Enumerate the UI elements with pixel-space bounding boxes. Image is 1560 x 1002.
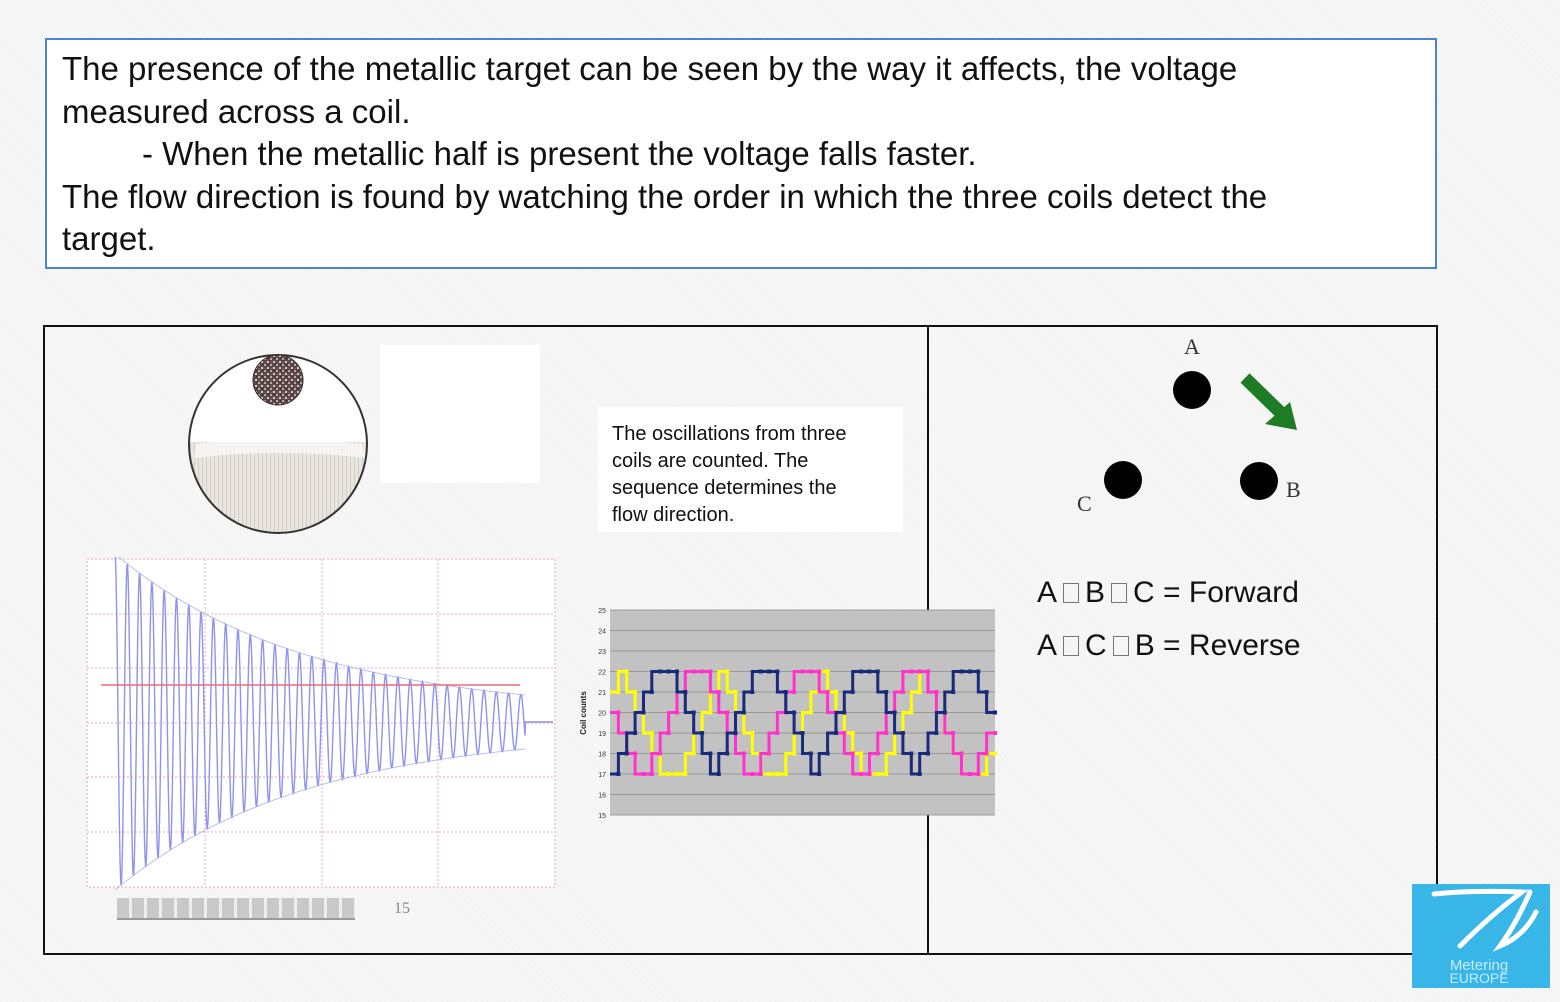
counts-point (775, 670, 779, 674)
counts-point (909, 752, 913, 756)
counts-point (700, 731, 704, 735)
coil-position-diagram (1060, 330, 1320, 520)
counts-point (784, 690, 788, 694)
counts-point (650, 772, 654, 776)
counts-tick-label: 19 (598, 731, 606, 738)
reverse-rule (1037, 629, 1301, 663)
counts-point (976, 772, 980, 776)
rule-forward-result: = Forward (1163, 576, 1299, 609)
counts-point (734, 690, 738, 694)
counts-point (625, 670, 629, 674)
counts-point (708, 711, 712, 715)
intro-line: measured across a coil. (62, 92, 411, 130)
counts-point (926, 752, 930, 756)
counts-point (817, 772, 821, 776)
counts-point (708, 752, 712, 756)
counts-point (884, 690, 888, 694)
counts-point (934, 690, 938, 694)
counts-point (842, 711, 846, 715)
counts-point (842, 731, 846, 735)
counts-point (633, 752, 637, 756)
counts-y-axis-label: Coil counts (579, 691, 588, 735)
counts-tick-label: 21 (598, 690, 606, 697)
counts-point (876, 752, 880, 756)
rule-reverse-result: = Reverse (1163, 629, 1301, 662)
forward-rule (1037, 576, 1299, 610)
counts-point (616, 711, 620, 715)
counts-point (951, 690, 955, 694)
counts-point (851, 690, 855, 694)
counts-point (985, 772, 989, 776)
missing-glyph-icon (1111, 583, 1127, 603)
intro-line: target. (62, 220, 156, 257)
counts-tick-label: 20 (598, 710, 606, 718)
counts-point (809, 670, 813, 674)
counts-point (750, 690, 754, 694)
counts-point (767, 772, 771, 776)
counts-tick-label: 23 (598, 649, 606, 656)
counts-point (868, 670, 872, 674)
counts-point (934, 731, 938, 735)
missing-glyph-icon (1063, 583, 1079, 603)
rule-forward-second: B (1085, 576, 1106, 609)
coil-c (1104, 461, 1142, 499)
counts-point (675, 772, 679, 776)
counts-point (909, 711, 913, 715)
counts-point (683, 772, 687, 776)
logo-line2: EUROPE (1449, 970, 1509, 986)
counts-tick-label: 24 (598, 628, 606, 636)
coil-label-c: C (1077, 491, 1092, 516)
counts-point (742, 711, 746, 715)
counts-point (817, 670, 821, 674)
counts-point (775, 731, 779, 735)
counts-tick-labels (598, 608, 606, 820)
counts-point (658, 670, 662, 674)
counts-point (675, 670, 679, 674)
rule-reverse-second: C (1085, 629, 1107, 662)
counts-point (876, 670, 880, 674)
counts-point (801, 731, 805, 735)
missing-glyph-icon (1063, 636, 1079, 656)
counts-point (993, 711, 997, 715)
rule-reverse-third: B (1134, 629, 1155, 662)
counts-point (893, 752, 897, 756)
counts-point (876, 772, 880, 776)
counts-point (960, 752, 964, 756)
counts-point (809, 752, 813, 756)
coil-counting-caption (598, 407, 903, 532)
counts-point (993, 731, 997, 735)
counts-point (851, 752, 855, 756)
counts-tick-label: 17 (598, 772, 606, 779)
coil-counts-chart (575, 600, 1000, 822)
counts-point (826, 690, 830, 694)
coil-b (1240, 462, 1278, 500)
counts-point (642, 772, 646, 776)
counts-point (859, 772, 863, 776)
counts-point (667, 731, 671, 735)
intro-text-box (45, 38, 1437, 269)
metering-europe-logo (1412, 884, 1550, 988)
counts-point (667, 670, 671, 674)
counts-point (675, 711, 679, 715)
counts-point (792, 711, 796, 715)
counts-point (717, 690, 721, 694)
counts-point (792, 690, 796, 694)
counts-point (960, 670, 964, 674)
logo-line1: Metering (1449, 957, 1509, 974)
rule-reverse-first: A (1037, 629, 1058, 662)
counts-point (775, 772, 779, 776)
rule-forward-third: C (1133, 576, 1155, 609)
counts-point (750, 772, 754, 776)
counts-point (616, 772, 620, 776)
counts-tick-label: 16 (598, 792, 606, 800)
counts-point (692, 752, 696, 756)
intro-line: The flow direction is found by watching the order in which the three coils detect the (62, 177, 1268, 215)
counts-point (725, 752, 729, 756)
counts-tick-label: 18 (598, 751, 606, 759)
counts-point (893, 711, 897, 715)
counts-point (859, 752, 863, 756)
counts-point (884, 772, 888, 776)
counts-point (792, 752, 796, 756)
counts-point (868, 772, 872, 776)
counts-point (725, 711, 729, 715)
counts-point (826, 670, 830, 674)
counts-point (700, 670, 704, 674)
counts-point (834, 731, 838, 735)
counts-point (633, 690, 637, 694)
counts-point (918, 670, 922, 674)
counts-tick-label: 25 (598, 608, 606, 615)
coil-a (1173, 371, 1211, 409)
counts-point (985, 752, 989, 756)
counts-point (633, 731, 637, 735)
counts-point (616, 690, 620, 694)
counts-point (750, 731, 754, 735)
counts-point (901, 731, 905, 735)
counts-point (642, 711, 646, 715)
counts-point (884, 731, 888, 735)
counts-point (717, 772, 721, 776)
time-scale-label: 15 (394, 900, 410, 917)
counts-point (918, 772, 922, 776)
counts-point (918, 690, 922, 694)
counts-point (658, 752, 662, 756)
counts-point (650, 690, 654, 694)
time-scale-bar (117, 898, 355, 920)
counts-point (742, 752, 746, 756)
missing-glyph-icon (1113, 636, 1129, 656)
counts-point (767, 752, 771, 756)
counts-point (851, 731, 855, 735)
counts-point (650, 731, 654, 735)
counts-point (734, 731, 738, 735)
counts-tick-label: 15 (598, 813, 606, 820)
counts-point (985, 690, 989, 694)
counts-point (926, 670, 930, 674)
coil-label-a: A (1184, 334, 1200, 359)
caption-line: sequence determines the (612, 477, 837, 499)
counts-point (692, 711, 696, 715)
counts-point (801, 670, 805, 674)
counts-point (809, 711, 813, 715)
caption-line: flow direction. (612, 504, 735, 526)
counts-point (909, 670, 913, 674)
counts-point (683, 690, 687, 694)
intro-line: The presence of the metallic target can be seen by the way it affects, the voltage (62, 50, 1238, 87)
counts-point (834, 690, 838, 694)
counts-point (968, 670, 972, 674)
coil-label-b: B (1286, 477, 1301, 502)
counts-point (976, 670, 980, 674)
counts-point (667, 772, 671, 776)
metallic-target (253, 355, 303, 405)
counts-point (968, 772, 972, 776)
counts-point (784, 772, 788, 776)
rule-forward-first: A (1037, 576, 1058, 609)
counts-point (859, 670, 863, 674)
rotor-disc-illustration (186, 352, 370, 536)
counts-point (901, 690, 905, 694)
counts-point (951, 731, 955, 735)
counts-point (759, 670, 763, 674)
counts-point (725, 670, 729, 674)
counts-point (943, 711, 947, 715)
blank-panel (380, 345, 540, 483)
counts-point (625, 752, 629, 756)
caption-line: The oscillations from three (612, 423, 847, 445)
intro-bullet-line: - When the metallic half is present the voltage falls faster. (142, 135, 977, 172)
counts-point (826, 752, 830, 756)
counts-point (767, 670, 771, 674)
flow-direction-arrow-icon (1245, 378, 1297, 430)
counts-tick-label: 22 (598, 669, 606, 677)
counts-point (708, 670, 712, 674)
counts-point (993, 752, 997, 756)
counts-point (759, 772, 763, 776)
damped-oscillation-chart (85, 557, 560, 892)
counts-point (692, 670, 696, 674)
caption-line: coils are counted. The (612, 450, 809, 472)
